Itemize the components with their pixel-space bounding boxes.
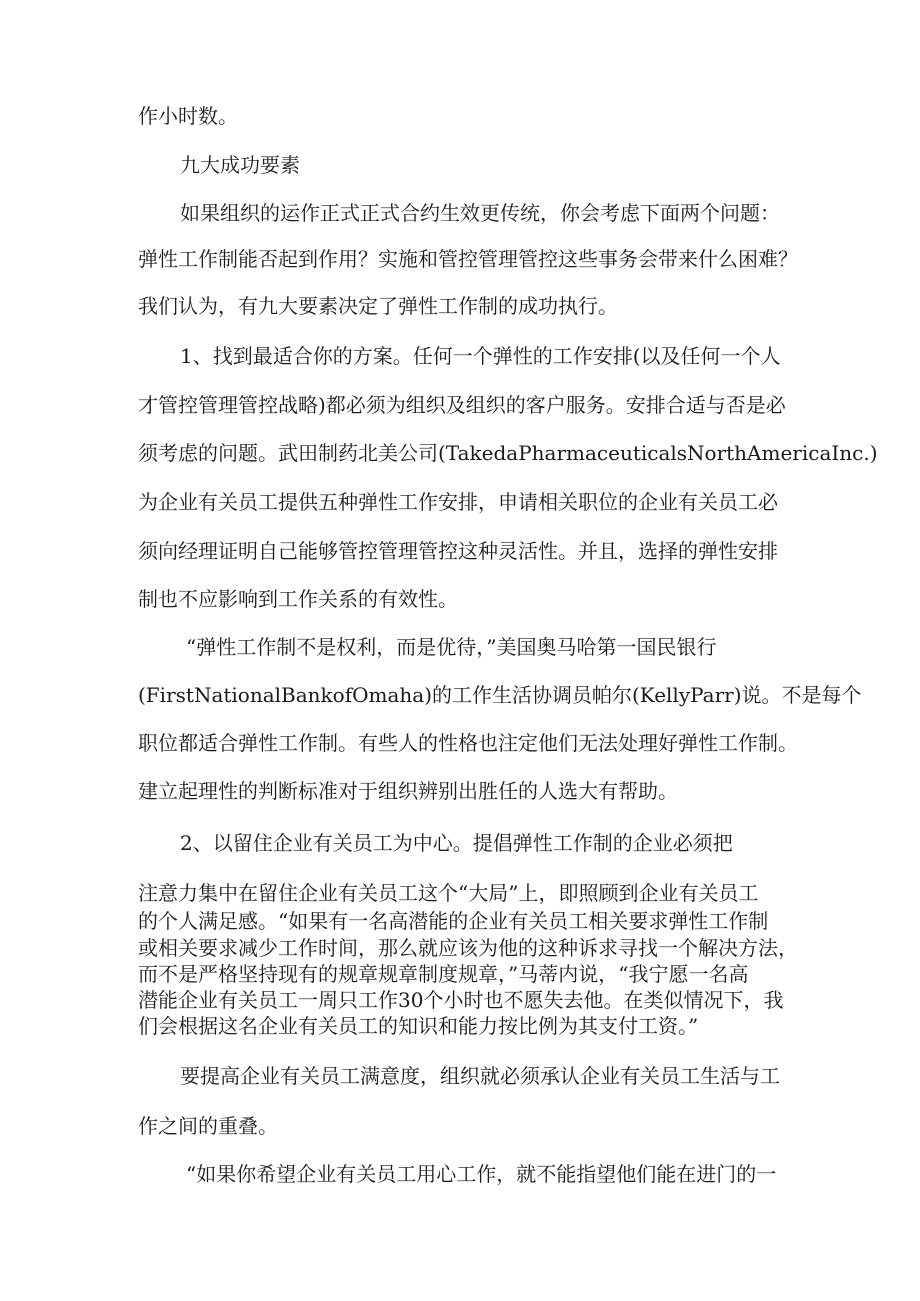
paragraph-line: 才管控管理管控战略)都必须为组织及组织的客户服务。安排合适与否是必 xyxy=(138,393,786,417)
paragraph-line: “如果你希望企业有关员工用心工作，就不能指望他们能在进门的一 xyxy=(186,1162,777,1186)
paragraph-line: 须向经理证明自己能够管控管理管控这种灵活性。并且，选择的弹性安排 xyxy=(138,539,778,563)
paragraph-line: 弹性工作制能否起到作用？实施和管控管理管控这些事务会带来什么困难？ xyxy=(138,247,798,271)
paragraph-line: 而不是严格坚持现有的规章规章制度规章，”马蒂内说，“我宁愿一名高 xyxy=(138,962,749,986)
paragraph-line: 建立起理性的判断标准对于组织辨别出胜任的人选大有帮助。 xyxy=(138,779,678,803)
paragraph-line: 我们认为，有九大要素决定了弹性工作制的成功执行。 xyxy=(138,294,618,318)
paragraph-line: 作小时数。 xyxy=(138,104,238,128)
paragraph-line: 职位都适合弹性工作制。有些人的性格也注定他们无法处理好弹性工作制。 xyxy=(138,731,798,755)
paragraph-line: “弹性工作制不是权利，而是优待，”美国奥马哈第一国民银行 xyxy=(186,635,717,659)
paragraph-line: 为企业有关员工提供五种弹性工作安排，申请相关职位的企业有关员工必 xyxy=(138,490,778,514)
paragraph-line: 的个人满足感。“如果有一名高潜能的企业有关员工相关要求弹性工作制 xyxy=(138,909,769,933)
paragraph-line: 制也不应影响到工作关系的有效性。 xyxy=(138,587,458,611)
paragraph-line: 作之间的重叠。 xyxy=(138,1114,278,1138)
section-heading: 九大成功要素 xyxy=(180,153,300,177)
paragraph-line: (FirstNationalBankofOmaha)的工作生活协调员帕尔(KellyParr)说。不是每个 xyxy=(138,683,862,707)
paragraph-line: 要提高企业有关员工满意度，组织就必须承认企业有关员工生活与工 xyxy=(180,1064,780,1088)
paragraph-line: 2、以留住企业有关员工为中心。提倡弹性工作制的企业必须把 xyxy=(180,831,733,855)
paragraph-line: 潜能企业有关员工一周只工作30个小时也不愿失去他。在类似情况下，我 xyxy=(138,988,784,1012)
paragraph-line: 1、找到最适合你的方案。任何一个弹性的工作安排(以及任何一个人 xyxy=(180,344,781,368)
paragraph-line: 们会根据这名企业有关员工的知识和能力按比例为其支付工资。” xyxy=(138,1014,699,1038)
paragraph-line: 如果组织的运作正式正式合约生效更传统，你会考虑下面两个问题： xyxy=(180,201,780,225)
paragraph-line: 或相关要求减少工作时间，那么就应该为他的这种诉求寻找一个解决方法， xyxy=(138,936,798,960)
paragraph-line: 注意力集中在留住企业有关员工这个“大局”上，即照顾到企业有关员工 xyxy=(138,881,759,905)
paragraph-line: 须考虑的问题。武田制药北美公司(TakedaPharmaceuticalsNorthAmericaInc.) xyxy=(138,441,878,465)
